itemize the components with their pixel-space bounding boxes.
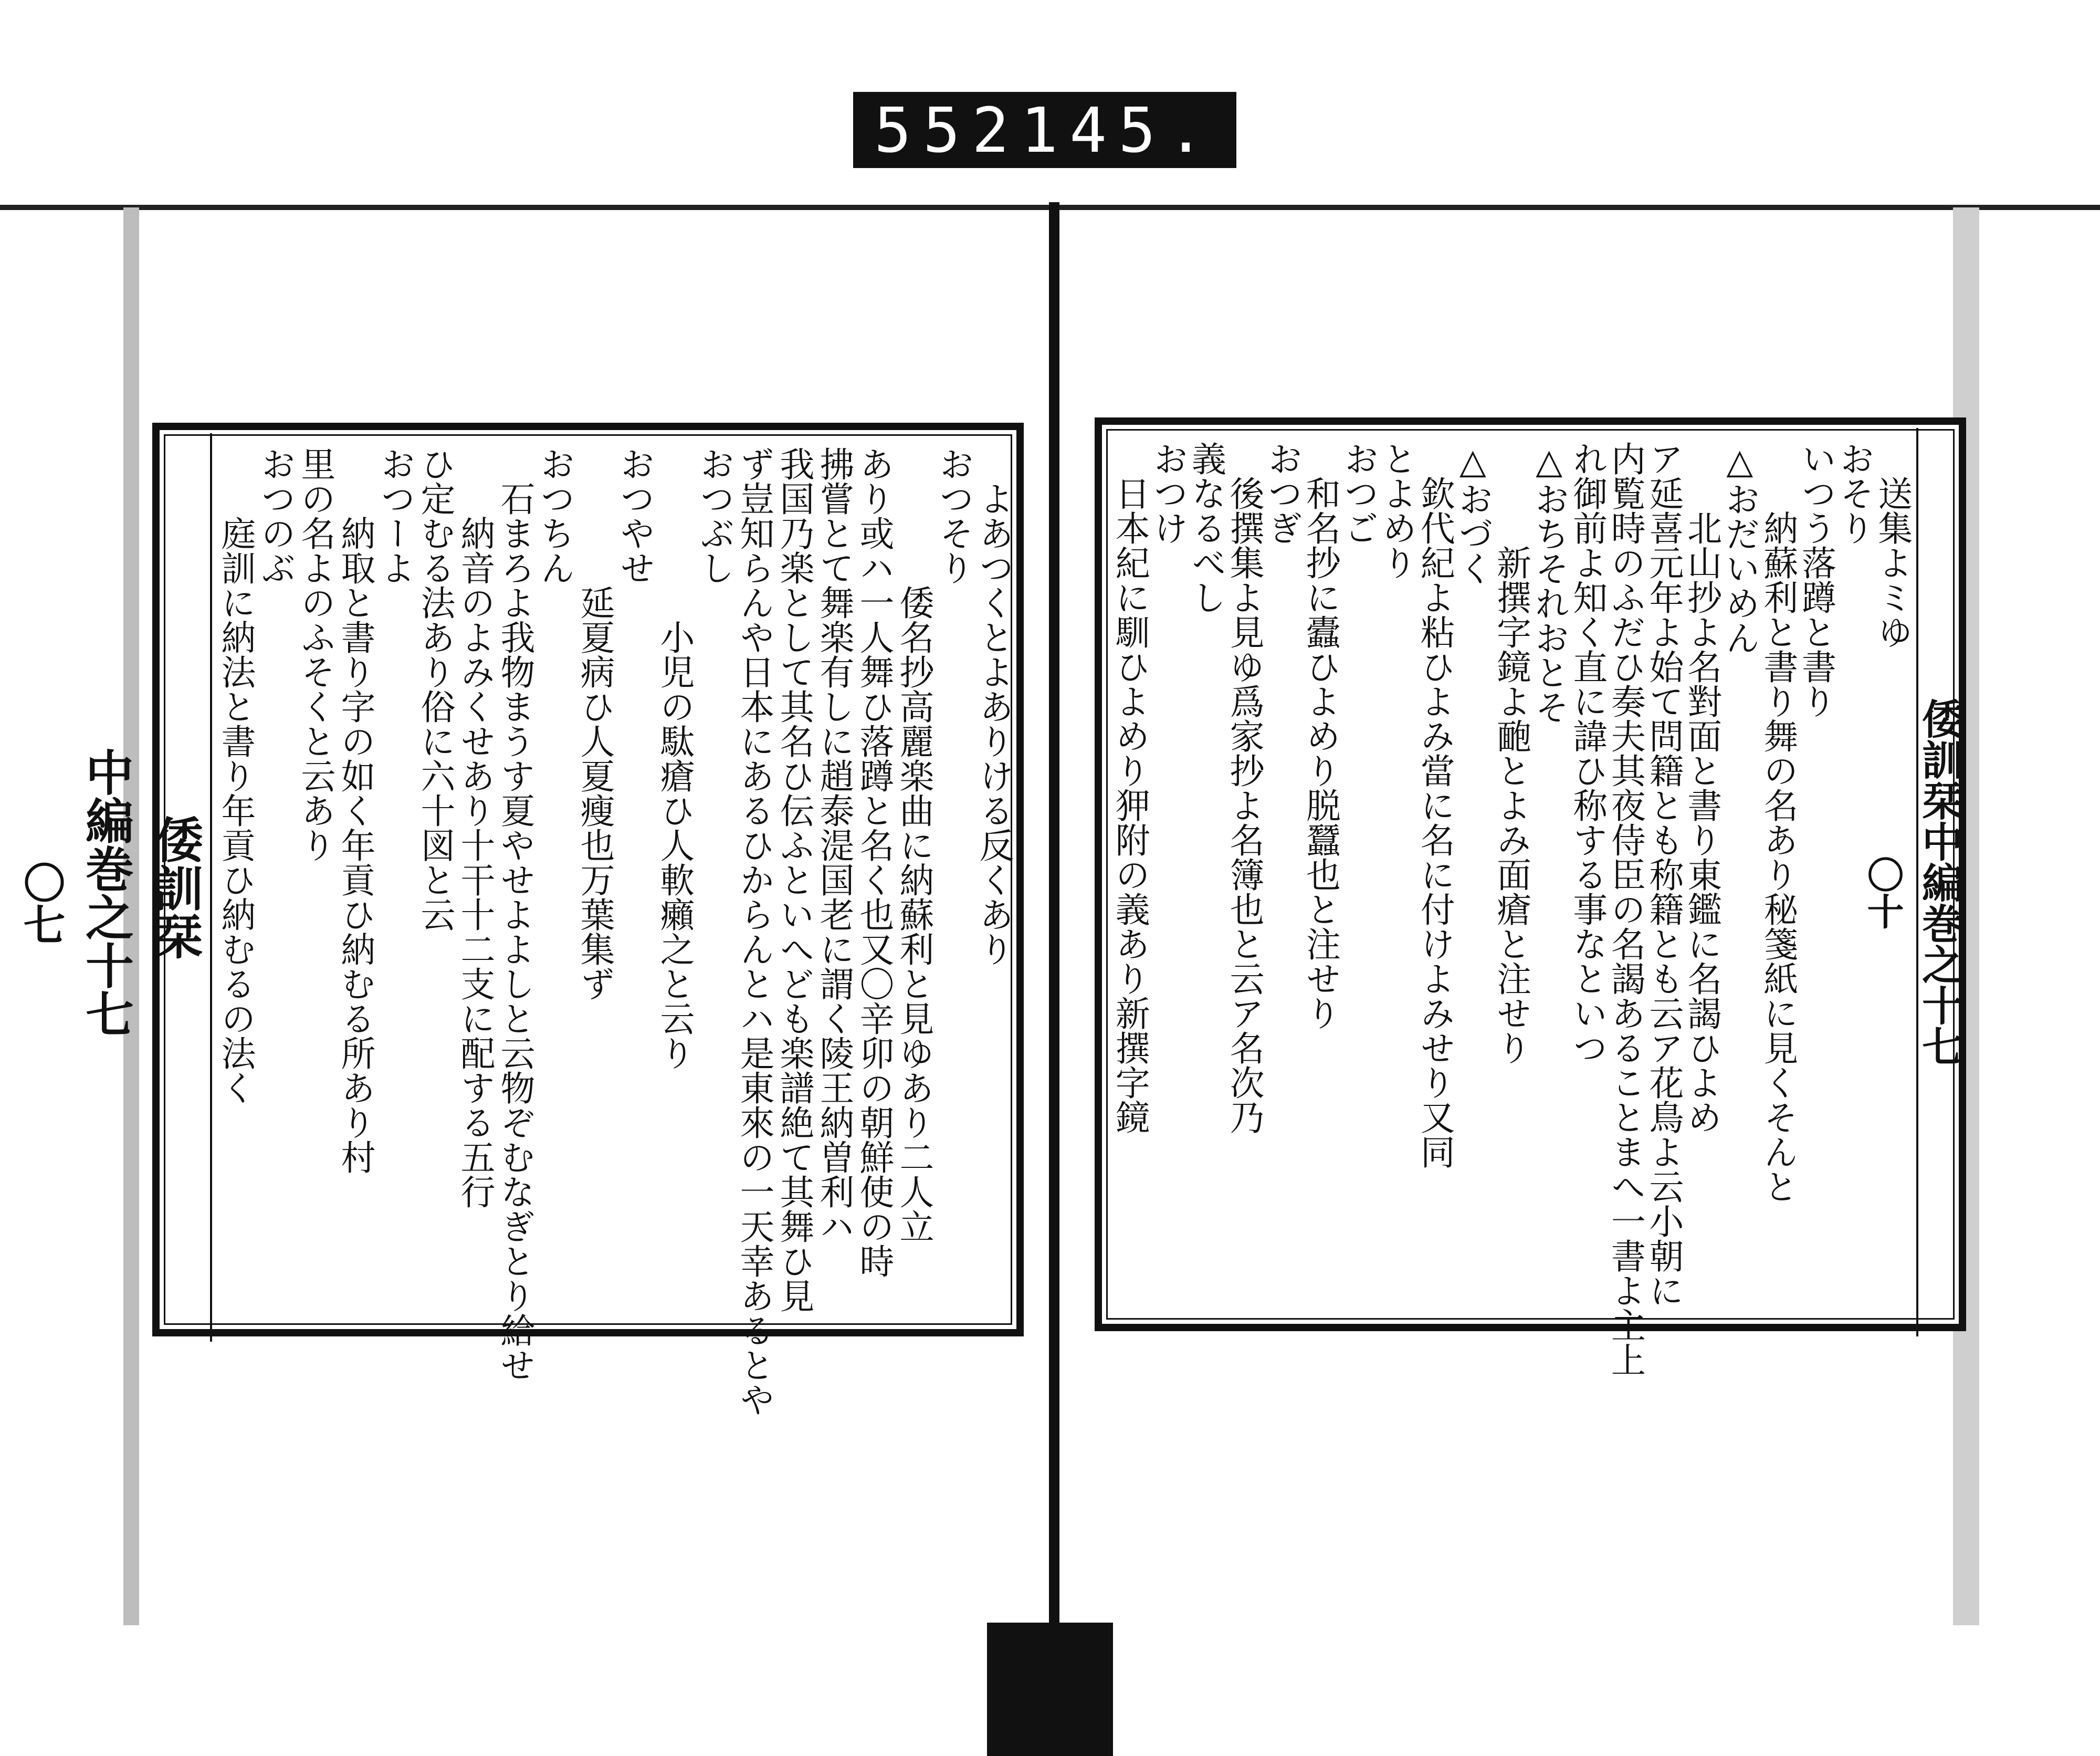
- text-column: ア延喜元年よ始て問籍とも称籍とも云ア花鳥よ云小朝に: [1643, 441, 1684, 1308]
- text-column: おつけ: [1147, 441, 1188, 545]
- text-column: 倭名抄高麗楽曲に納蘇利と見ゆあり二人立: [894, 585, 934, 1243]
- reference-number-right: 145.: [1021, 93, 1216, 166]
- text-column: ひ定むる法あり俗に六十図と云: [415, 446, 455, 932]
- text-column: ず豈知らんや日本にあるひからんとハ是東來の一天幸あるとや: [734, 446, 774, 1417]
- text-column: 納取と書り字の如く年貢ひ納むる所あり村: [335, 516, 375, 1174]
- text-column: おつやせ: [614, 446, 655, 585]
- text-column: れ御前よ知く直に諱ひ称する事なといつ: [1567, 441, 1608, 1065]
- text-column: とよめり: [1376, 441, 1417, 580]
- left-page-side-strip: [16, 433, 212, 1342]
- text-column: 小児の駄瘡ひ人軟癩之と云り: [654, 620, 695, 1070]
- book-spine: [1049, 202, 1059, 1625]
- text-column: 納蘇利と書り舞の名あり秘箋紙に見くそんと: [1757, 510, 1798, 1204]
- text-column: 北山抄よ名對面と書り東鑑に名謁ひよめ: [1681, 510, 1722, 1134]
- left-page-volume: 中編巻之十七: [78, 748, 134, 1038]
- right-page-text: [1109, 441, 1913, 1377]
- text-column: おつそり: [933, 446, 974, 585]
- right-page-title: 倭訓栞中編巻之十七: [1915, 698, 1963, 1067]
- text-column: 我国乃楽として其名ひ伝ふといへども楽譜絶て其舞ひ見: [774, 446, 814, 1313]
- text-column: おつちん: [534, 446, 575, 585]
- text-column: 義なるべし: [1185, 441, 1226, 614]
- text-column: 里の名よのふそくと云あり: [295, 446, 335, 862]
- text-column: △おづく: [1452, 441, 1493, 586]
- text-column: 内覧時のふだひ奏夫其夜侍臣の名謁あることまへ一書よ主上: [1605, 441, 1646, 1377]
- text-column: あり或ハ一人舞ひ落蹲と名く也又〇辛卯の朝鮮使の時: [854, 446, 894, 1278]
- text-column: おつのぶ: [255, 446, 296, 585]
- text-column: 庭訓に納法と書り年貢ひ納むるの法く: [215, 516, 256, 1105]
- text-column: 石まろよ我物まうす夏やせよよしと云物ぞむなぎとり給せ: [495, 481, 535, 1382]
- reference-number-tag: [853, 92, 1236, 168]
- text-column: 新撰字鏡よ靤とよみ面瘡と注せり: [1490, 545, 1531, 1065]
- left-page-text: [215, 446, 1014, 1417]
- reference-number-left: 552: [874, 93, 1021, 166]
- left-page-marker: 〇七: [16, 861, 66, 945]
- text-column: いつう落蹲と書り: [1796, 441, 1836, 718]
- text-column: おそり: [1834, 441, 1875, 545]
- text-column: おつーよ: [375, 446, 415, 585]
- text-column: △おちそれおとそ: [1529, 441, 1570, 724]
- text-column: 和名抄に蠹ひよめり脱蠶也と注せり: [1300, 476, 1341, 1030]
- left-page-title: 倭訓栞: [147, 815, 204, 960]
- text-column: よあつくとよありける反くあり: [973, 481, 1014, 966]
- text-column: おつぎ: [1262, 441, 1303, 545]
- book-spine-foot: [987, 1623, 1113, 1756]
- text-column: 後撰集よ見ゆ爲家抄よ名簿也と云ア名次乃: [1224, 476, 1265, 1134]
- text-column: 欽代紀よ粘ひよみ當に名に付けよみせり又同: [1414, 476, 1455, 1169]
- text-column: おつぶし: [694, 446, 734, 585]
- text-column: おつご: [1338, 441, 1379, 545]
- text-column: 延夏病ひ人夏瘦也万葉集ず: [574, 585, 615, 1001]
- text-column: 送集よミゆ: [1872, 476, 1913, 649]
- right-page-marker: 〇十: [1861, 856, 1905, 929]
- text-column: 納音のよみくせあり十干十二支に配する五行: [455, 516, 495, 1209]
- text-column: 拂嘗とて舞楽有しに趙泰湜国老に謂く陵王納曽利ハ: [814, 446, 854, 1243]
- text-column: △おだいめん: [1719, 441, 1760, 655]
- text-column: 日本紀に馴ひよめり狎附の義あり新撰字鏡: [1109, 476, 1150, 1134]
